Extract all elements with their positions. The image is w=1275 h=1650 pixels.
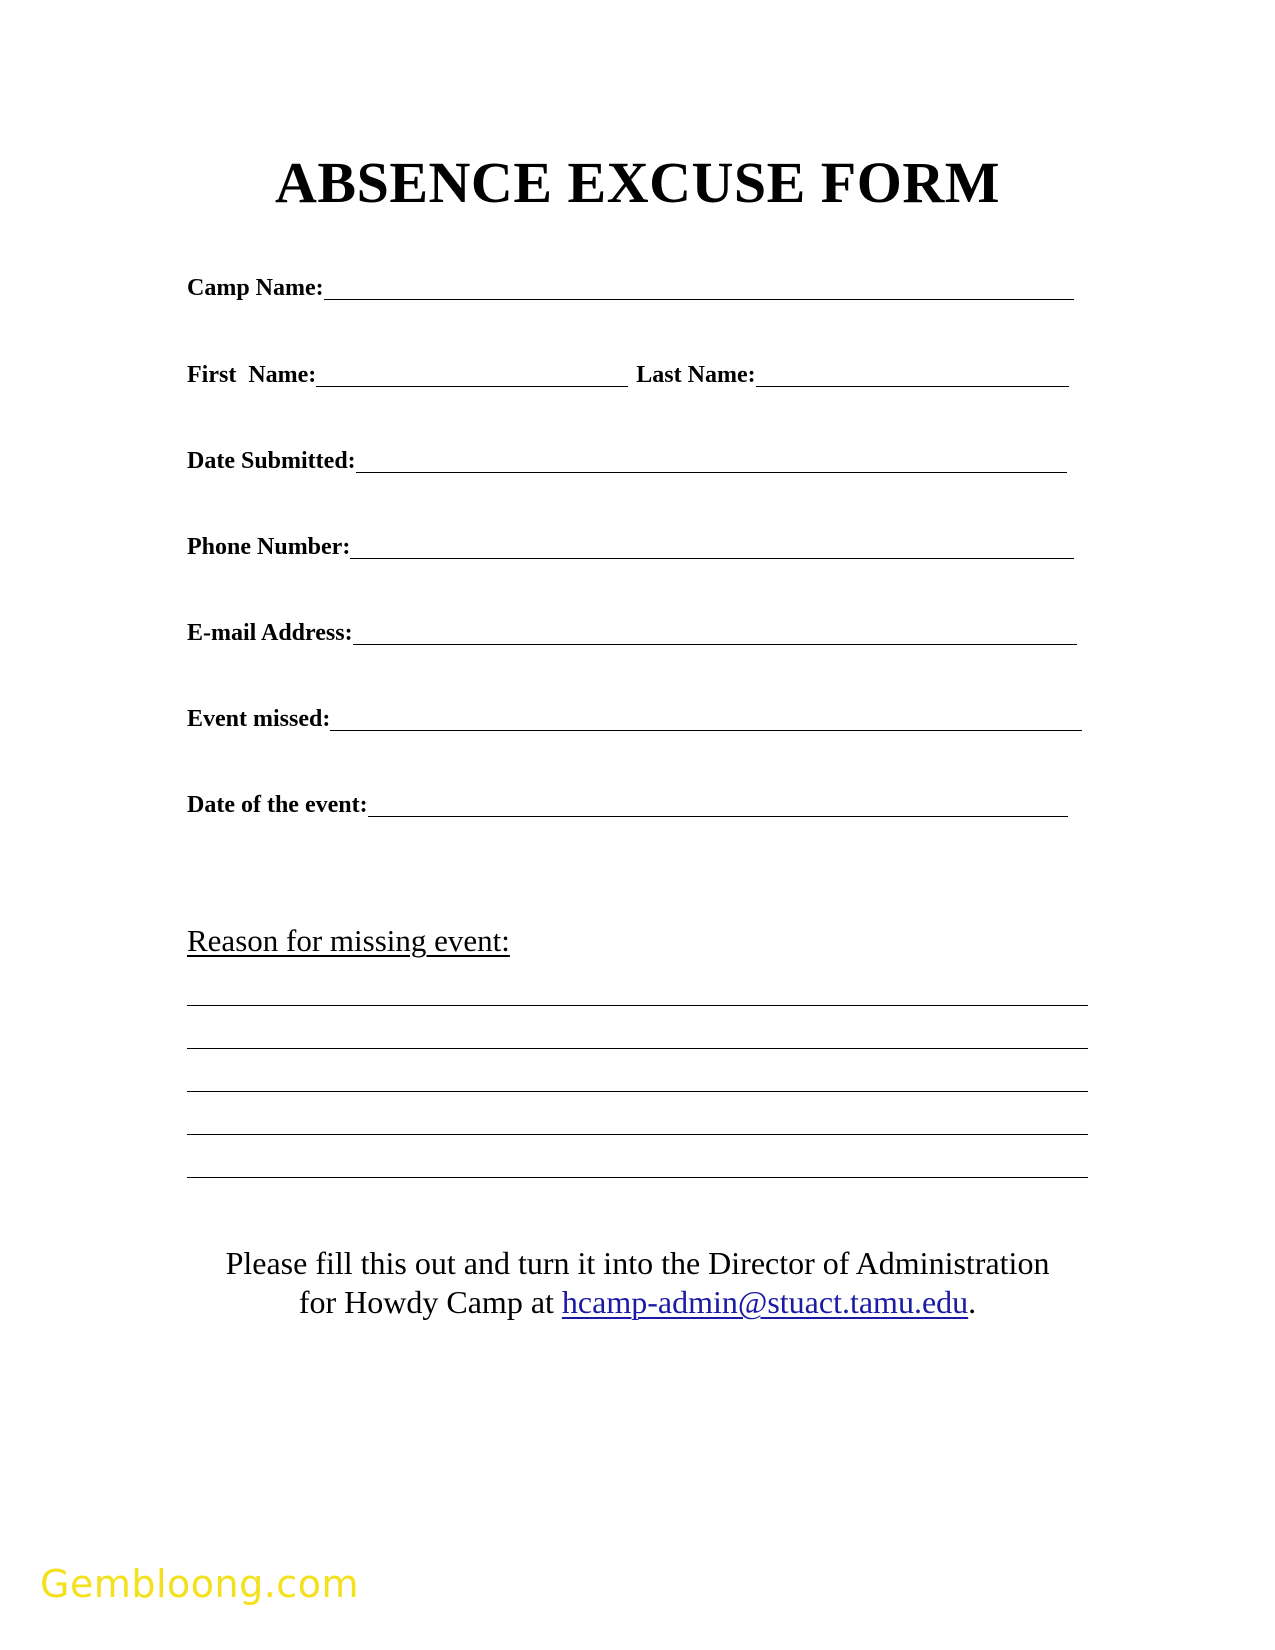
event-missed-field[interactable] <box>187 704 1082 734</box>
reason-line-3[interactable] <box>187 1091 1088 1092</box>
phone-number-label: Phone Number: <box>187 534 351 560</box>
last-name-line[interactable] <box>756 385 1069 387</box>
name-row <box>187 360 1069 390</box>
email-address-label: E-mail Address: <box>187 620 353 646</box>
date-submitted-line[interactable] <box>356 471 1067 473</box>
reason-line-1[interactable] <box>187 1005 1088 1006</box>
last-name-label: Last Name: <box>636 362 756 388</box>
watermark: Gembloong.com <box>40 1562 359 1606</box>
footer-line-1: Please fill this out and turn it into the Director of Administration <box>225 1245 1050 1281</box>
footer-line-2 <box>0 1283 1275 1322</box>
footer-line-2-prefix: for Howdy Camp at <box>298 1284 562 1320</box>
date-submitted-label: Date Submitted: <box>187 448 356 474</box>
date-of-event-label: Date of the event: <box>187 792 368 818</box>
form-title: ABSENCE EXCUSE FORM <box>275 150 1000 215</box>
reason-line-4[interactable] <box>187 1134 1088 1135</box>
camp-name-field[interactable] <box>187 273 1074 303</box>
footer-instructions <box>0 1244 1275 1322</box>
event-missed-label: Event missed: <box>187 706 331 732</box>
phone-number-field[interactable] <box>187 532 1074 562</box>
event-missed-line[interactable] <box>330 729 1082 731</box>
email-address-line[interactable] <box>353 643 1077 645</box>
date-of-event-line[interactable] <box>368 815 1068 817</box>
reason-line-2[interactable] <box>187 1048 1088 1049</box>
email-address-field[interactable] <box>187 618 1077 648</box>
camp-name-label: Camp Name: <box>187 275 324 301</box>
date-of-event-field[interactable] <box>187 790 1068 820</box>
first-name-label: First Name: <box>187 362 317 388</box>
phone-number-line[interactable] <box>350 557 1074 559</box>
reason-line-5[interactable] <box>187 1177 1088 1178</box>
date-submitted-field[interactable] <box>187 446 1067 476</box>
first-name-line[interactable] <box>316 385 628 387</box>
admin-email-link[interactable]: hcamp-admin@stuact.tamu.edu <box>561 1284 969 1320</box>
reason-heading: Reason for missing event: <box>187 923 510 958</box>
footer-line-2-suffix: . <box>968 1284 977 1320</box>
camp-name-line[interactable] <box>324 298 1074 300</box>
